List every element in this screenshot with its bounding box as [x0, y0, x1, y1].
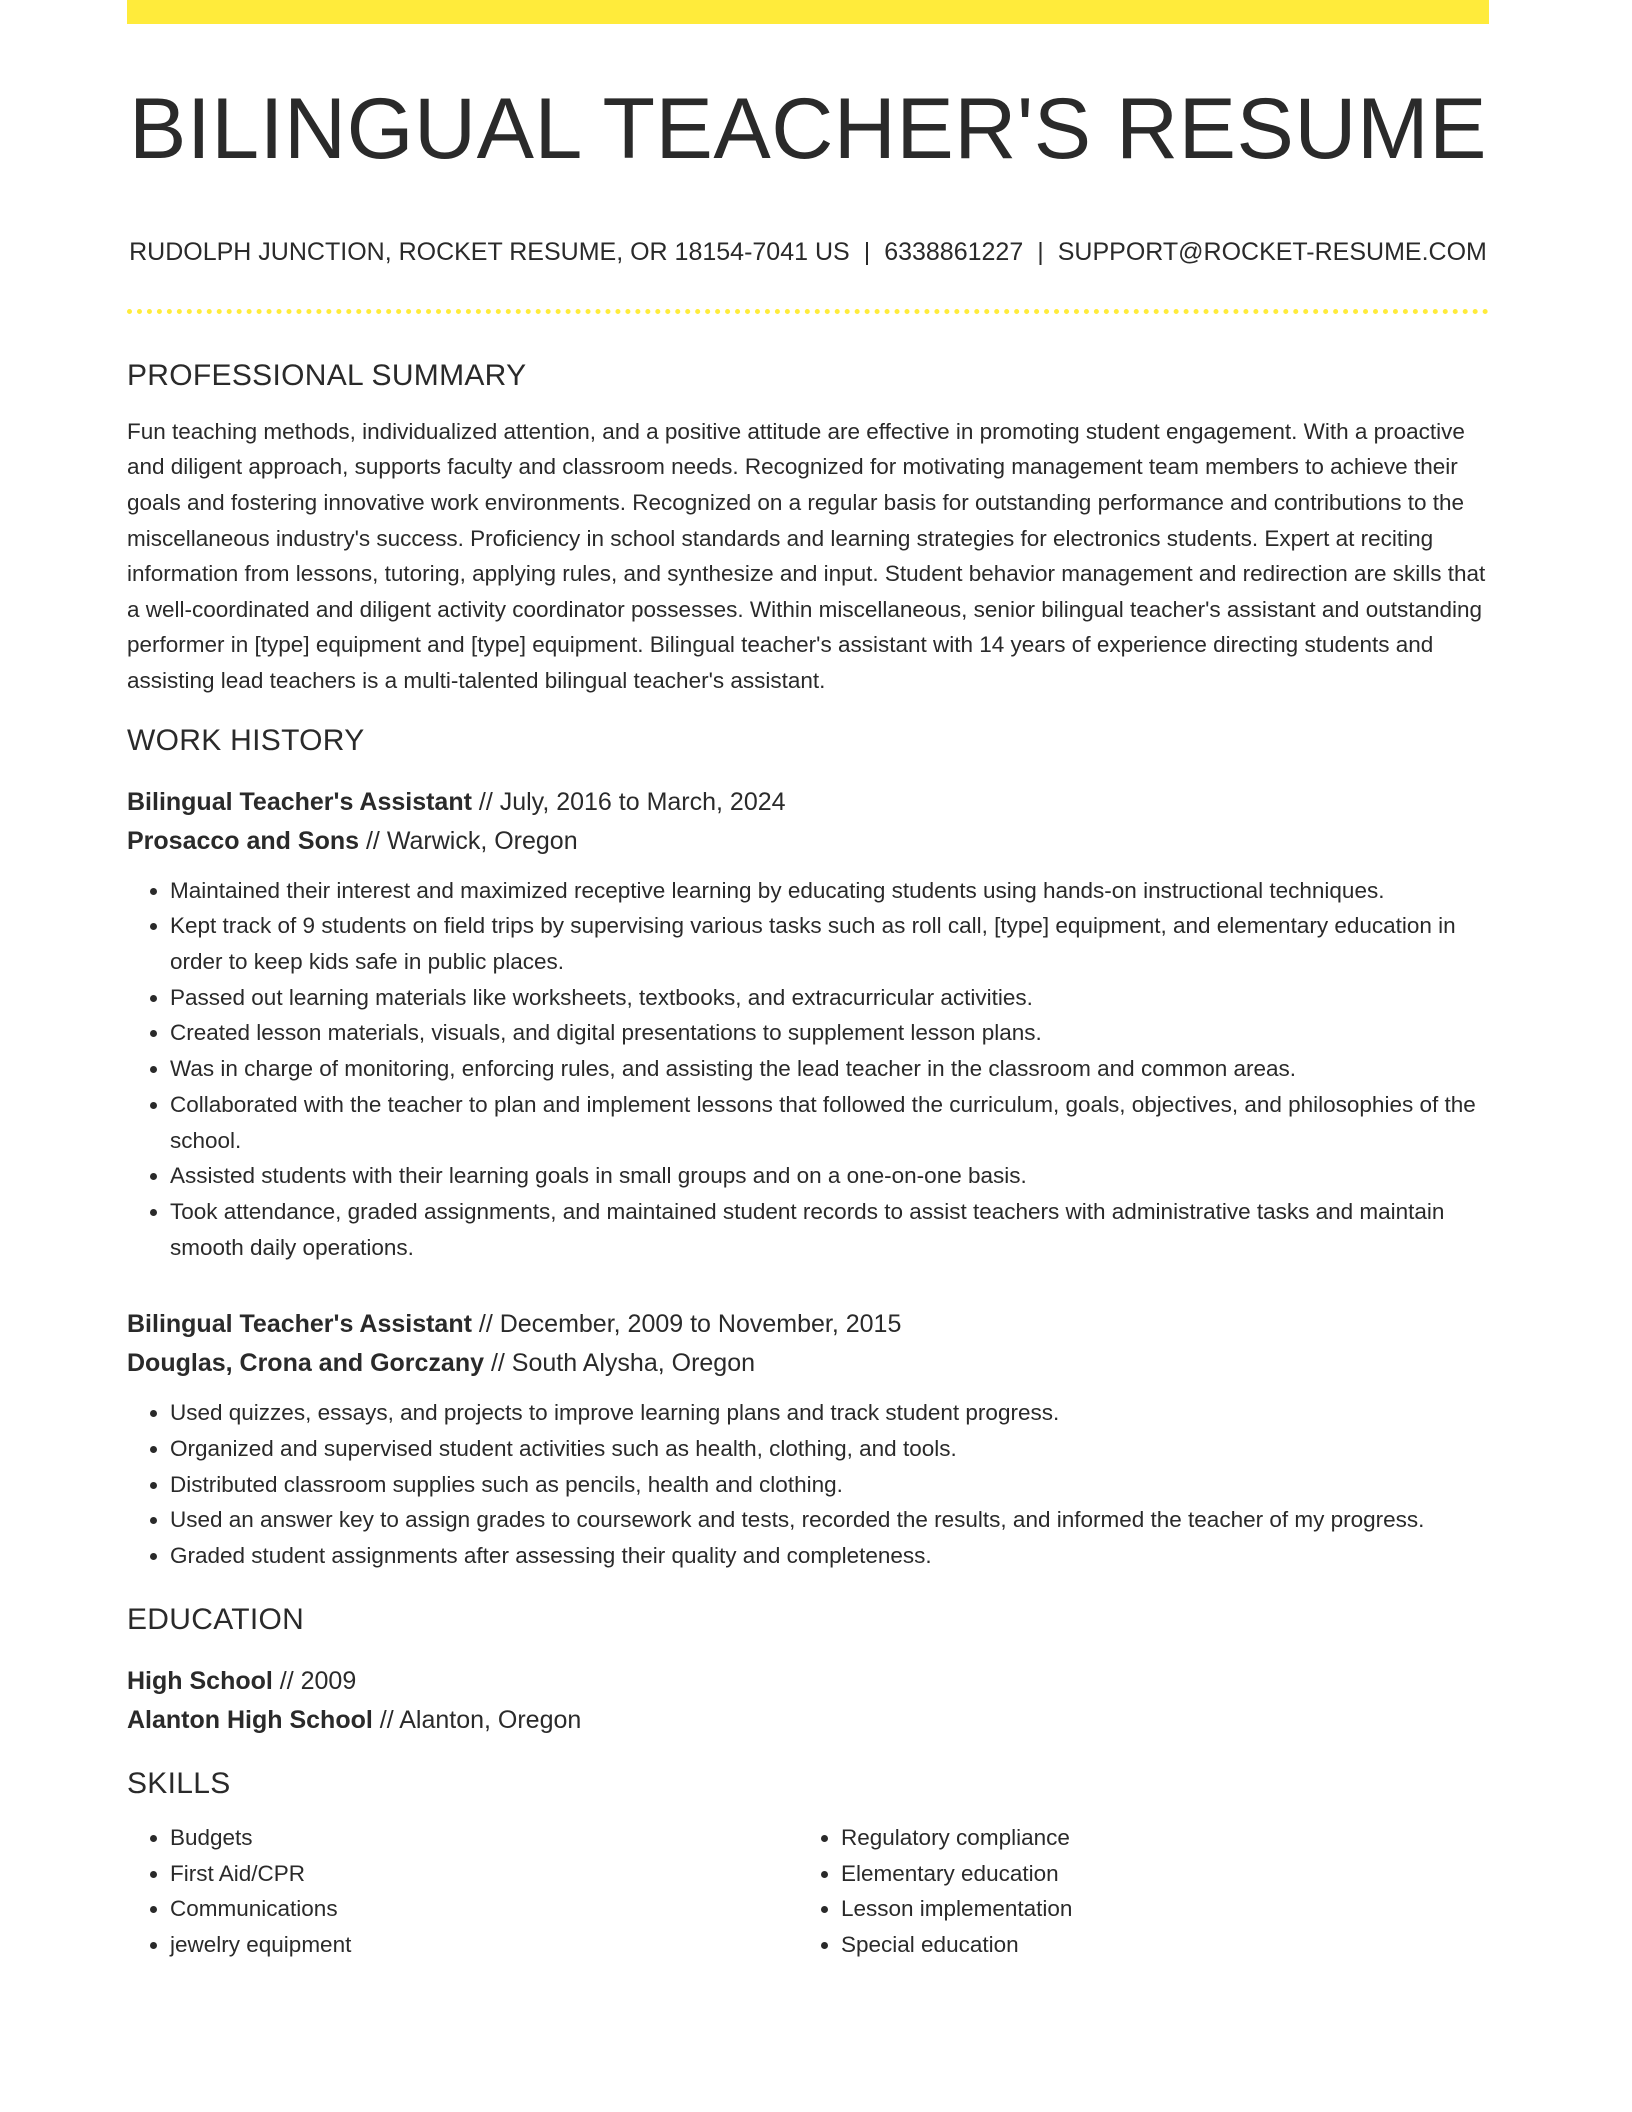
skills-grid: [127, 1820, 1489, 1963]
education-location: // Alanton, Oregon: [372, 1705, 582, 1734]
contact-line: [127, 237, 1489, 267]
job-title: Bilingual Teacher's Assistant: [127, 1310, 472, 1339]
job-company: Douglas, Crona and Gorczany: [127, 1349, 485, 1378]
job-bullet-list: [127, 873, 1489, 1266]
education-degree-line: [127, 1662, 1489, 1701]
job-dates: // December, 2009 to November, 2015: [471, 1310, 902, 1339]
skill-item: • jewelry equipment: [170, 1927, 798, 1963]
contact-phone: 6338861227: [884, 237, 1024, 266]
skill-item: • Regulatory compliance: [841, 1820, 1469, 1856]
job-company: Prosacco and Sons: [127, 826, 360, 855]
contact-email: SUPPORT@ROCKET-RESUME.COM: [1057, 237, 1487, 266]
job-bullet: • Created lesson materials, visuals, and digital presentations to supplement lesson plans.: [170, 1015, 1489, 1051]
education-degree: High School: [127, 1666, 273, 1695]
summary-text: Fun teaching methods, individualized attention, and a positive attitude are effective in promoting student engagement. With a proactive and diligent approach, supports faculty and classroom needs. Recognized for motivating management team members to achieve their goals and fostering innovative work environments. Recognized on a regular basis for outstanding performance and contributions to the miscellaneous industry's success. Proficiency in school standards and learning strategies for electronics students. Expert at reciting information from lessons, tutoring, applying rules, and synthesize and input. Student behavior management and redirection are skills that a well-coordinated and diligent activity coordinator possesses. Within miscellaneous, senior bilingual teacher's assistant and outstanding performer in [type] equipment and [type] equipment. Bilingual teacher's assistant with 14 years of experience directing students and assisting lead teachers is a multi-talented bilingual teacher's assistant.: [127, 418, 1486, 694]
job-entry: [127, 783, 1489, 1266]
job-title: Bilingual Teacher's Assistant: [127, 787, 472, 816]
job-company-line: [127, 1344, 1489, 1383]
skill-item: • Communications: [170, 1891, 798, 1927]
job-bullet: • Kept track of 9 students on field trips by supervising various tasks such as roll call, [type] equipment, and elementary education in order to keep kids safe in public places.: [170, 908, 1489, 979]
contact-address: RUDOLPH JUNCTION, ROCKET RESUME, OR 18154-7041 US: [129, 237, 850, 266]
job-location: // South Alysha, Oregon: [484, 1349, 756, 1378]
contact-separator: |: [863, 237, 871, 266]
contact-separator: |: [1037, 237, 1044, 266]
education-year: // 2009: [272, 1666, 357, 1695]
skills-list-right: [798, 1820, 1469, 1963]
job-bullet: • Used quizzes, essays, and projects to improve learning plans and track student progress.: [170, 1395, 1489, 1431]
skills-list-left: [127, 1820, 798, 1963]
job-bullet: • Was in charge of monitoring, enforcing rules, and assisting the lead teacher in the classroom and common areas.: [170, 1051, 1489, 1087]
job-bullet: • Graded student assignments after assessing their quality and completeness.: [170, 1538, 1489, 1574]
job-bullet: • Collaborated with the teacher to plan and implement lessons that followed the curriculum, goals, objectives, and philosophies of the school.: [170, 1087, 1489, 1158]
job-bullet: • Distributed classroom supplies such as pencils, health and clothing.: [170, 1467, 1489, 1503]
education-school-line: [127, 1701, 1489, 1740]
resume-page: [127, 0, 1489, 1963]
job-dates: // July, 2016 to March, 2024: [471, 787, 786, 816]
skill-item: • Special education: [841, 1927, 1469, 1963]
section-heading-summary: PROFESSIONAL SUMMARY: [127, 358, 527, 392]
job-bullet: • Organized and supervised student activities such as health, clothing, and tools.: [170, 1431, 1489, 1467]
education-entry: [127, 1662, 1489, 1740]
skill-item: • Elementary education: [841, 1856, 1469, 1892]
dotted-divider: [127, 309, 1489, 314]
skill-item: • First Aid/CPR: [170, 1856, 798, 1892]
resume-title: BILINGUAL TEACHER'S RESUME: [129, 81, 1487, 177]
job-bullet: • Passed out learning materials like worksheets, textbooks, and extracurricular activities.: [170, 980, 1489, 1016]
section-heading-education: EDUCATION: [127, 1602, 305, 1636]
skill-item: • Budgets: [170, 1820, 798, 1856]
education-school: Alanton High School: [127, 1705, 373, 1734]
job-entry: [127, 1305, 1489, 1574]
job-bullet: • Assisted students with their learning goals in small groups and on a one-on-one basis.: [170, 1158, 1489, 1194]
job-title-line: [127, 783, 1489, 822]
job-bullet: • Used an answer key to assign grades to coursework and tests, recorded the results, and informed the teacher of my progress.: [170, 1502, 1489, 1538]
accent-top-bar: [127, 0, 1489, 24]
job-bullet: • Maintained their interest and maximized receptive learning by educating students using hands-on instructional techniques.: [170, 873, 1489, 909]
job-bullet: • Took attendance, graded assignments, and maintained student records to assist teachers with administrative tasks and maintain smooth daily operations.: [170, 1194, 1489, 1265]
job-title-line: [127, 1305, 1489, 1344]
section-heading-skills: SKILLS: [127, 1766, 231, 1800]
section-heading-work-history: WORK HISTORY: [127, 723, 365, 757]
job-company-line: [127, 822, 1489, 861]
job-location: // Warwick, Oregon: [359, 826, 578, 855]
job-bullet-list: [127, 1395, 1489, 1574]
skill-item: • Lesson implementation: [841, 1891, 1469, 1927]
